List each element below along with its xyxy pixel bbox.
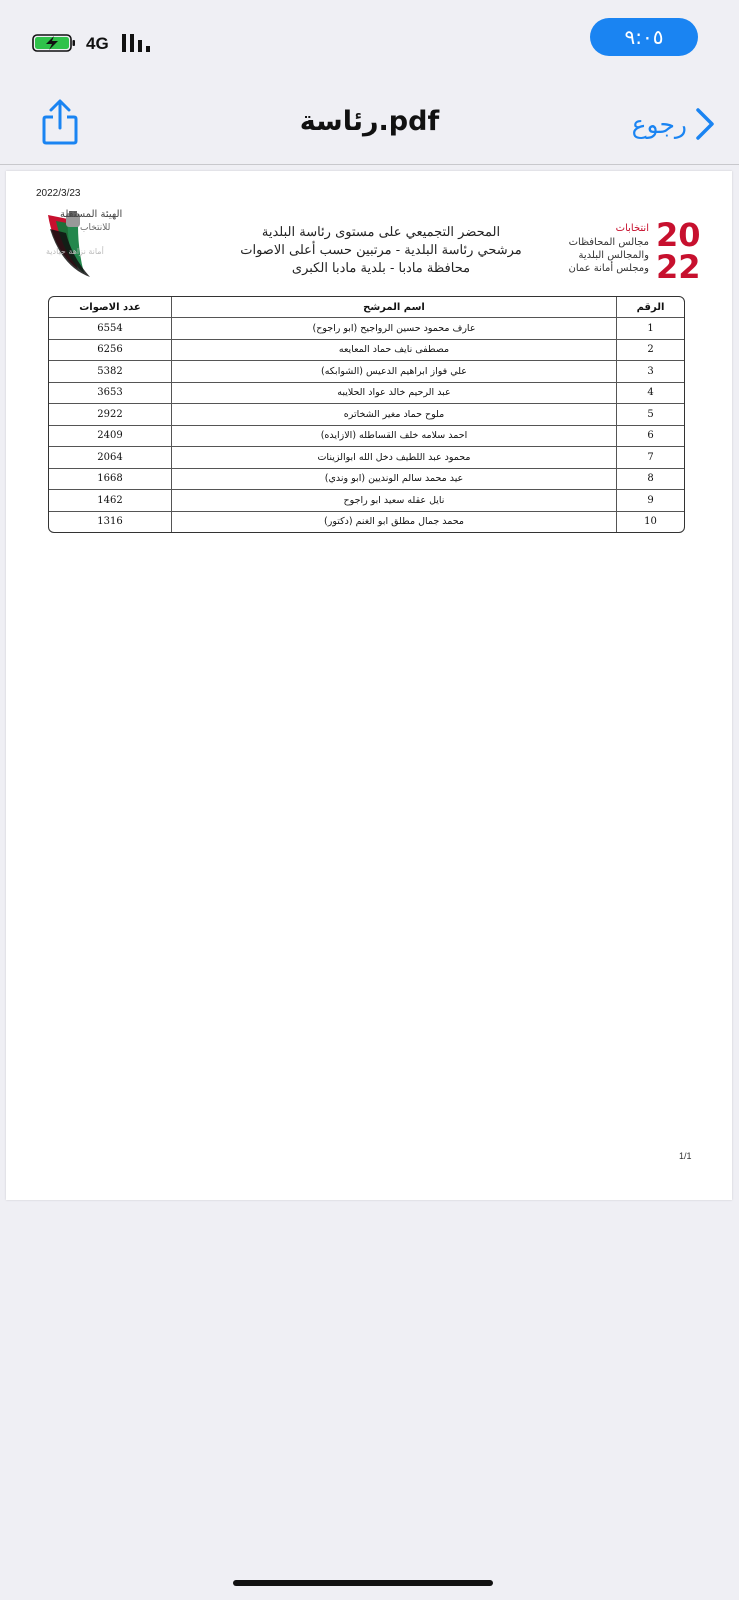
back-button[interactable] [632, 104, 715, 144]
cell-votes: 3653 [49, 383, 171, 405]
cell-votes: 1462 [49, 490, 171, 512]
table-row [49, 512, 684, 533]
document-title: رئاسة.pdf [299, 106, 440, 137]
cell-candidate-name: نايل عقله سعيد ابو راجوح [171, 490, 616, 512]
table-row [49, 404, 684, 426]
logo-left-line3: أمانة نزاهة حيادية [46, 247, 104, 256]
logo-right-line2: مجالس المحافظات [568, 237, 649, 248]
cell-candidate-name: عبد الرحيم خالد عواد الحلايبه [171, 383, 616, 405]
back-label: رجوع [631, 109, 687, 139]
logo-year-top: 20 [656, 216, 701, 254]
cell-number: 8 [616, 469, 684, 491]
document-header [206, 224, 556, 278]
cell-votes: 5382 [49, 361, 171, 383]
chevron-right-icon [695, 107, 715, 141]
logo-right-line3: والمجالس البلدية [578, 250, 649, 261]
header-line-3: محافظة مادبا - بلدية مادبا الكبرى [291, 261, 471, 276]
cell-number: 3 [616, 361, 684, 383]
cell-votes: 1316 [97, 516, 123, 528]
cell-votes: 1668 [49, 469, 171, 491]
cell-number: 6 [616, 426, 684, 448]
cell-votes: 2922 [49, 404, 171, 426]
table-row [49, 490, 684, 512]
network-type: 4G [86, 34, 109, 53]
signal-strength-icon [122, 34, 158, 52]
cell-number: 4 [616, 383, 684, 405]
cell-candidate-name: محمد جمال مطلق ابو الغنم (دكتور) [171, 512, 616, 533]
home-indicator[interactable] [233, 1580, 493, 1586]
logo-year-bottom: 22 [656, 248, 701, 286]
table-row [49, 318, 684, 340]
header-line-1: المحضر التجميعي على مستوى رئاسة البلدية [261, 225, 501, 240]
header-number: الرقم [616, 297, 684, 318]
cell-number: 1 [616, 318, 684, 340]
cell-candidate-name: علي فواز ابراهيم الدعيس (الشوابكه) [171, 361, 616, 383]
cell-votes: 6256 [49, 340, 171, 362]
status-bar [0, 0, 739, 80]
table-row [49, 340, 684, 362]
pdf-page [6, 171, 732, 1200]
clock-time[interactable]: ٩:٠٥ [590, 18, 698, 56]
battery-charging-icon [32, 34, 76, 52]
table-row [49, 447, 684, 469]
cell-votes: 6554 [49, 318, 171, 340]
table-row [49, 383, 684, 405]
navigation-bar [0, 80, 739, 165]
cell-votes: 2064 [49, 447, 171, 469]
cell-candidate-name: محمود عبد اللطيف دخل الله ابوالزينات [171, 447, 616, 469]
cell-number: 2 [616, 340, 684, 362]
cell-candidate-name: احمد سلامه خلف القساطله (الازايده) [171, 426, 616, 448]
cell-candidate-name: مصطفى نايف حماد المعايعه [171, 340, 616, 362]
cell-candidate-name: عارف محمود حسين الرواجيح (ابو راجوح) [171, 318, 616, 340]
header-votes: عدد الاصوات [49, 297, 171, 318]
cell-candidate-name: عيد محمد سالم الونديين (ابو وندي) [171, 469, 616, 491]
document-date: 2022/3/23 [36, 188, 81, 199]
page-number: 1/1 [679, 1151, 692, 1161]
header-line-2: مرشحي رئاسة البلدية - مرتبين حسب أعلى الاصوات [240, 243, 522, 258]
cell-number: 9 [616, 490, 684, 512]
table-row [49, 361, 684, 383]
logo-left-line1: الهيئة المستقلة [60, 209, 123, 220]
logo-right-line1: انتخابات [615, 223, 649, 234]
results-table [48, 296, 685, 533]
header-candidate-name: اسم المرشح [171, 297, 616, 318]
cell-number: 7 [616, 447, 684, 469]
cell-number: 10 [616, 512, 684, 533]
table-row [49, 469, 684, 491]
table-row [49, 426, 684, 448]
cell-number: 5 [616, 404, 684, 426]
logo-left-line2: للانتخاب [80, 223, 111, 233]
logo-right-line4: ومجلس أمانة عمان [568, 263, 649, 274]
table-header-row [49, 297, 684, 318]
cell-votes: 2409 [49, 426, 171, 448]
cell-candidate-name: ملوح حماد مغير الشخاتره [171, 404, 616, 426]
